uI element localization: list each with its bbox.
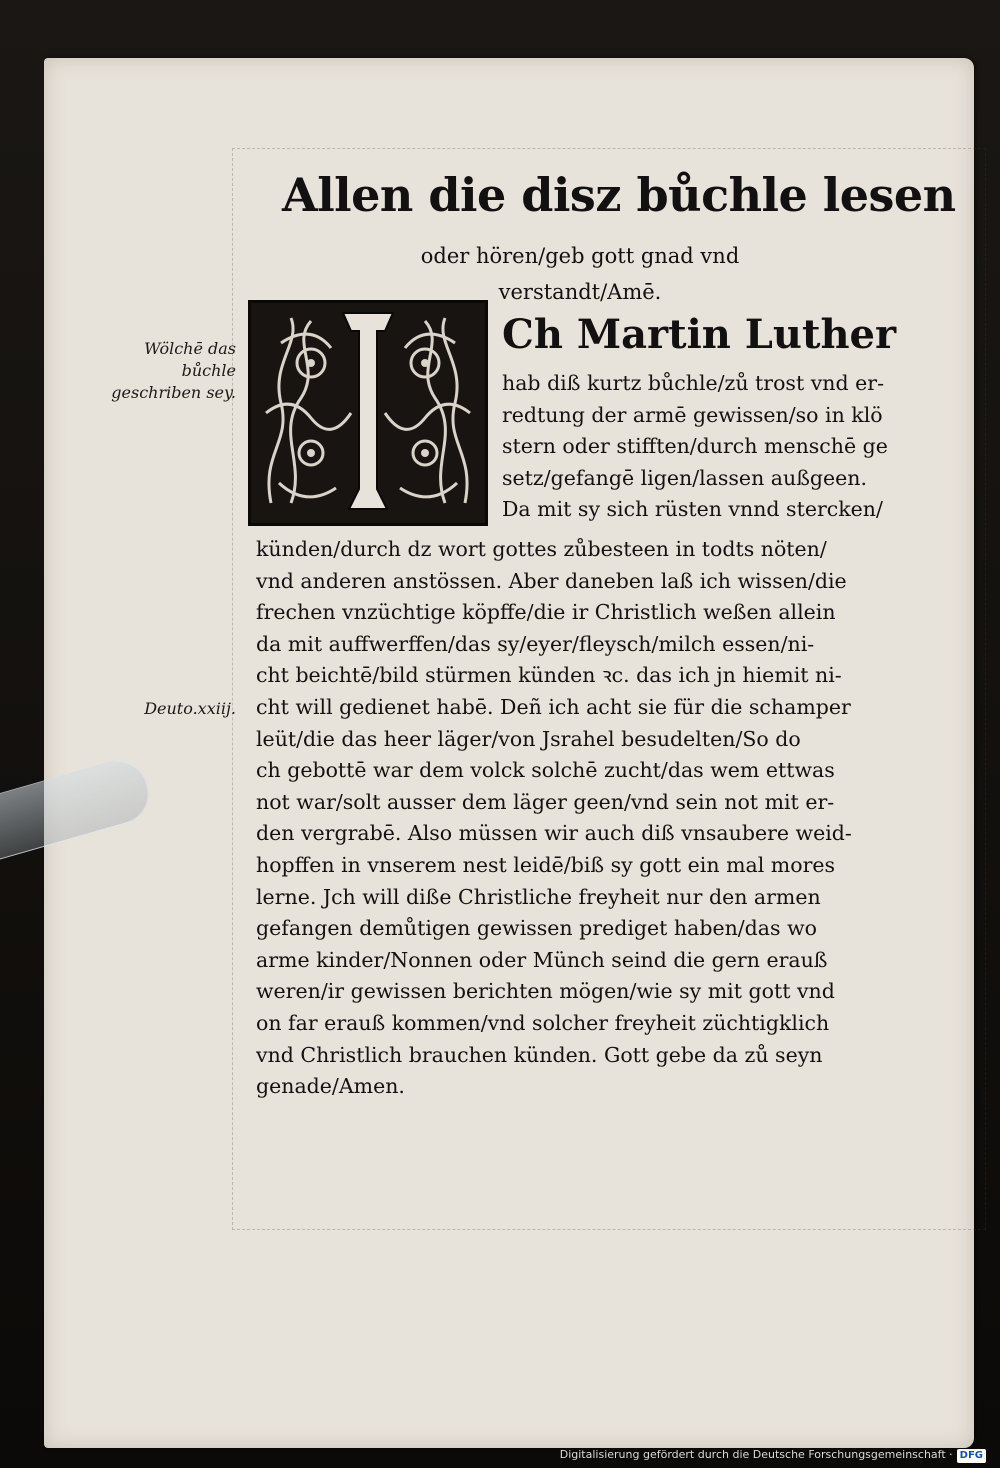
text-line: künden/durch dz wort gottes zůbesteen in todts nöten/ — [256, 537, 827, 561]
ornament-icon — [251, 303, 485, 523]
text-line: gefangen demůtigen gewissen prediget haben/das wo — [256, 916, 817, 941]
opening-line: Ch Martin Luther — [502, 311, 897, 358]
marginal-note: Wölchē das bůchle geschriben sey. — [111, 339, 236, 402]
text-line: cht will gedienet habē. Deñ ich acht sie für die schamper — [256, 694, 851, 719]
text-line: lerne. Jch will diße Christliche freyheit nur den armen — [256, 884, 821, 909]
text-block-beside-initial — [502, 368, 948, 526]
text-line: hopffen in vnserem nest leidē/biß sy gott ein mal mores — [256, 852, 836, 877]
text-line: Da mit sy sich rüsten vnnd stercken/ — [502, 497, 883, 522]
text-line: genade/Amen. — [256, 1074, 405, 1099]
text-line: not war/solt ausser dem läger geen/vnd sein not mit er- — [256, 789, 835, 814]
text-line: ch gebottē war dem volck solchē zucht/das wem ettwas — [256, 758, 835, 783]
text-line: stern oder stifften/durch menschē ge — [502, 434, 888, 459]
footer-credit — [560, 1448, 986, 1463]
text-line: on far erauß kommen/vnd solcher freyheit züchtigklich — [256, 1010, 830, 1035]
text-line: vnd Christlich brauchen künden. Gott gebe da zů seyn — [256, 1042, 823, 1067]
text-line: setz/gefangē ligen/lassen außgeen. — [502, 465, 868, 490]
text-line: leüt/die das heer läger/von Jsrahel besudelten/So do — [256, 726, 801, 751]
text-line: vnd anderen anstössen. Aber daneben laß ich wissen/die — [256, 568, 847, 593]
page-title: Allen die disz bůchle lesen — [282, 168, 956, 222]
page-subtitle: oder hören/geb gott gnad vnd verstandt/Amē. — [420, 244, 740, 304]
text-line: weren/ir gewissen berichten mögen/wie sy mit gott vnd — [256, 979, 835, 1004]
footer-text: Digitalisierung gefördert durch die Deutsche Forschungsgemeinschaft · — [559, 1448, 953, 1461]
text-line: hab diß kurtz bůchle/zů trost vnd er- — [502, 371, 884, 395]
text-block-main — [256, 534, 948, 1103]
decorated-initial — [248, 300, 488, 526]
text-line: den vergrabē. Also müssen wir auch diß vnsaubere weid- — [256, 821, 852, 846]
text-line: cht beichtē/bild stürmen künden ꝛc. das ich jn hiemit ni- — [256, 663, 842, 688]
text-line: arme kinder/Nonnen oder Münch seind die gern erauß — [256, 947, 828, 972]
text-line: da mit auffwerffen/das sy/eyer/fleysch/milch essen/ni- — [256, 631, 815, 656]
text-line: frechen vnzüchtige köpffe/die ir Christlich weßen allein — [256, 600, 836, 625]
dfg-logo-icon: DFG — [957, 1449, 986, 1463]
text-line: redtung der armē gewissen/so in klö — [502, 402, 883, 427]
marginal-note: Deuto.xxiij. — [144, 699, 236, 718]
